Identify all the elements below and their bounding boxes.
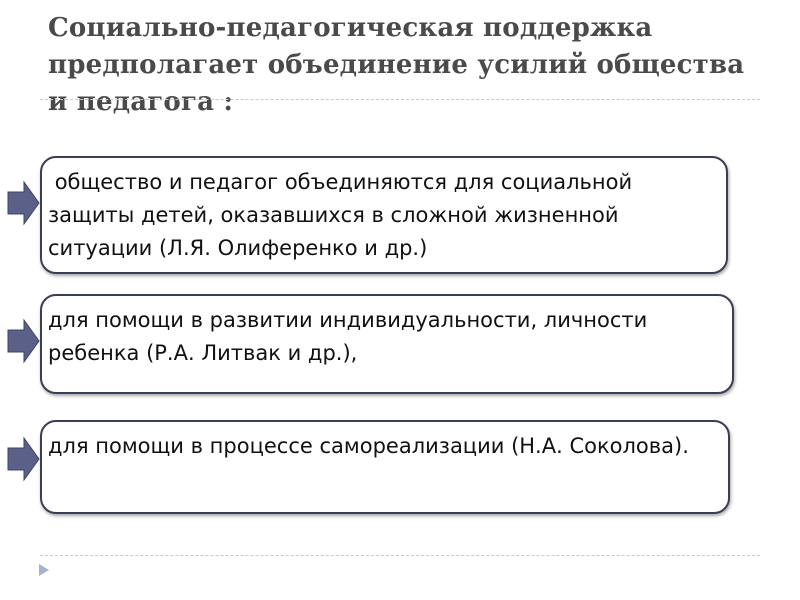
right-arrow-icon (6, 180, 40, 226)
support-item-1 (40, 156, 728, 274)
support-item-text: для помощи в развитии индивидуальности, личности ребенка (Р.А. Литвак и др.), (48, 308, 648, 365)
support-item-text: общество и педагог объединяются для социальной защиты детей, оказавшихся в сложной жизненной ситуации (Л.Я. Олиференко и др.) (48, 170, 639, 260)
right-arrow-icon (6, 318, 40, 364)
top-divider (40, 99, 760, 100)
support-item-2 (40, 294, 734, 394)
play-triangle-icon[interactable] (38, 563, 50, 577)
bottom-divider (40, 555, 760, 556)
right-arrow-icon (6, 436, 40, 482)
slide-title: Социально-педагогическая поддержка предполагает объединение усилий общества и педагога : (48, 13, 745, 117)
support-item-text: для помощи в процессе самореализации (Н.А. Соколова). (48, 434, 689, 458)
support-item-3 (40, 420, 730, 514)
